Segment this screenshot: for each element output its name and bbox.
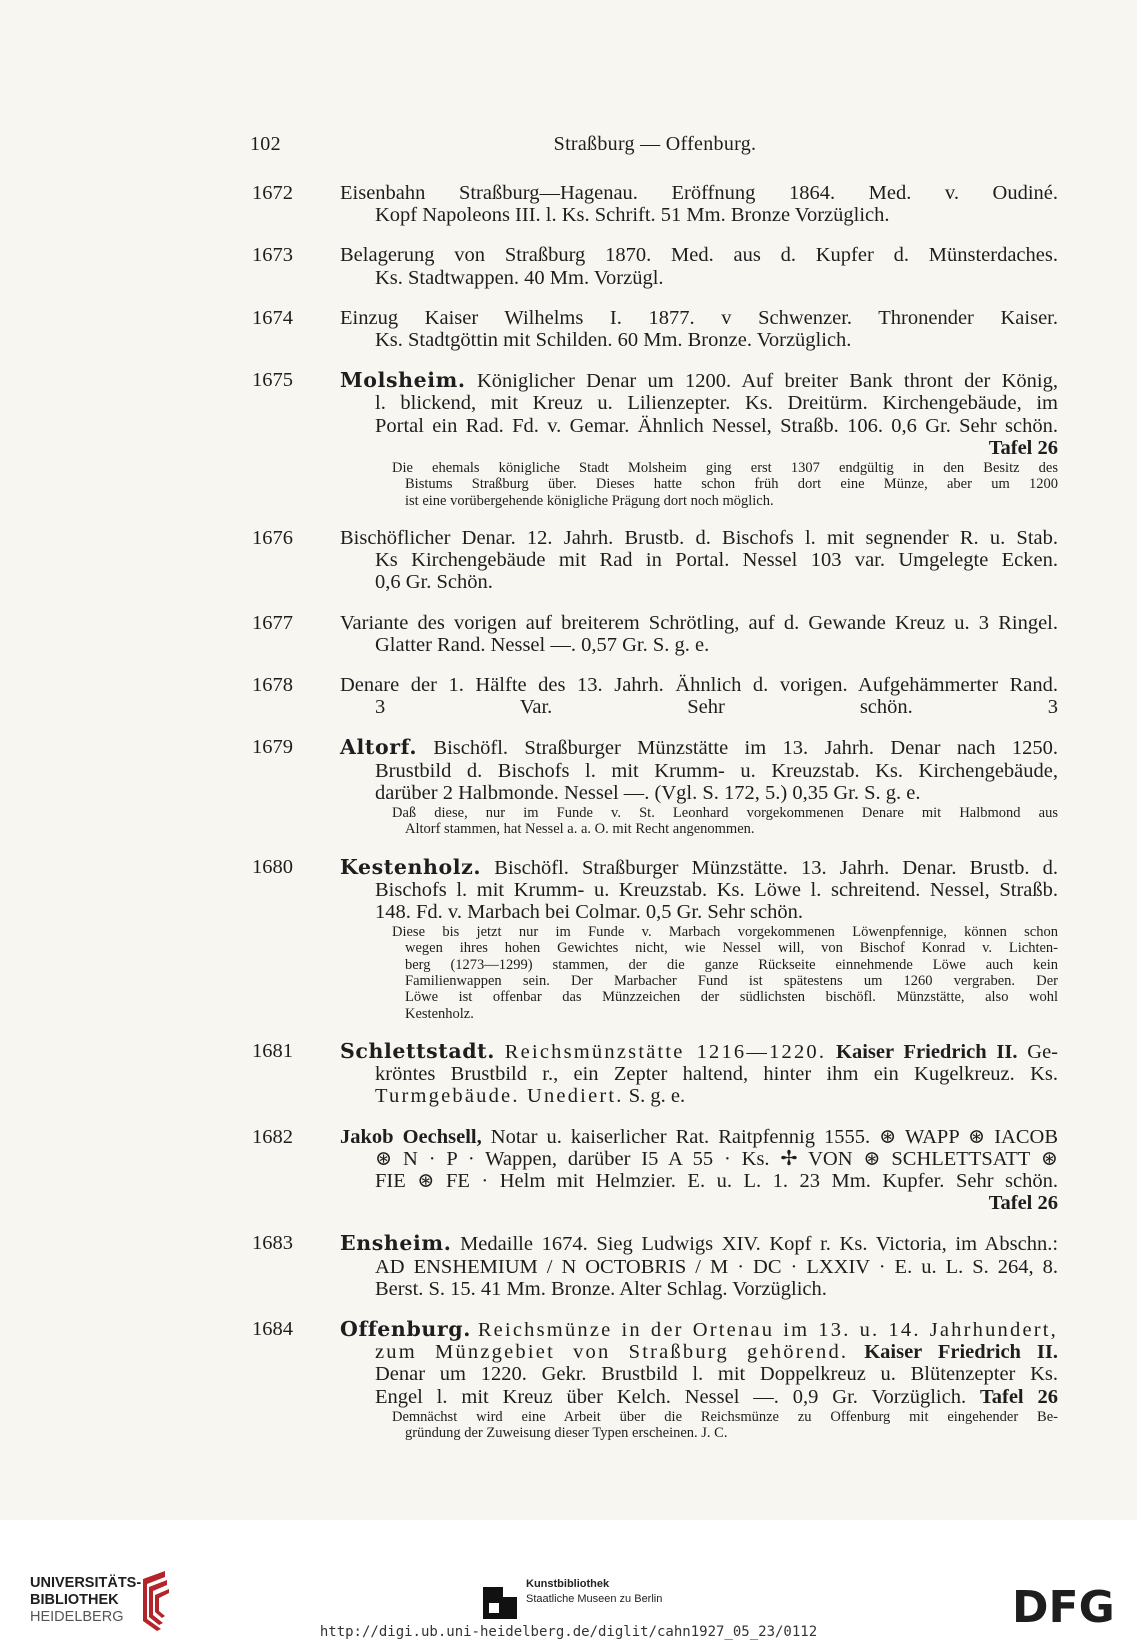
footnote-line: berg (1273—1299) stammen, der die ganze Rückseite einnehmende Löwe auch kein [405, 956, 1058, 973]
entry-line [340, 696, 1058, 718]
entry-line: kröntes Brustbild r., ein Zepter haltend, hinter ihm ein Kugelkreuz. Ks. [375, 1063, 1058, 1086]
entry-text: Königlicher Denar um 1200. Auf breiter Bank thront der König, [476, 370, 1058, 393]
entry-line: Brustbild d. Bischofs l. mit Krumm- u. Kreuzstab. Ks. Kirchengebäude, [375, 759, 1058, 782]
entry-text: Bischöfl. Straßburger Münzstätte. 13. Jahrh. Denar. Brustb. d. [494, 856, 1058, 879]
entry-line: Portal ein Rad. Fd. v. Gemar. Ähnlich Nessel, Straßb. 106. 0,6 Gr. Sehr schön. [375, 414, 1058, 437]
entry-line: Eisenbahn Straßburg—Hagenau. Eröffnung 1864. Med. v. Oudiné. [340, 182, 1058, 204]
footnote-line: Löwe ist offenbar das Münzzeichen der südlichsten bischöfl. Münzstätte, also wohl [405, 989, 1058, 1006]
entry-number: 1682 [252, 1125, 293, 1148]
catalog-entry [252, 369, 1058, 509]
entry-line: FIE ⊛ FE · Helm mit Helmzier. E. u. L. 1. 23 Mm. Kupfer. Sehr schön. [375, 1169, 1058, 1192]
piece-count: 3 [1047, 696, 1058, 719]
footnote [340, 924, 1058, 1022]
catalog-entry [252, 856, 1058, 1022]
library-name-line: UNIVERSITÄTS- [30, 1575, 142, 1591]
footnote-line: wegen ihres hohen Gewichtes nicht, wie Nessel will, von Bischof Konrad v. Lichten- [405, 940, 1058, 957]
footnote [340, 805, 1058, 838]
catalog-entry [252, 307, 1058, 351]
entry-number: 1683 [252, 1232, 293, 1255]
place-name: Offenburg. [340, 1316, 471, 1341]
entry-line: Belagerung von Straßburg 1870. Med. aus d. Kupfer d. Münsterdaches. [340, 244, 1058, 267]
kb-subtitle: Staatliche Museen zu Berlin [526, 1593, 663, 1605]
entry-number: 1677 [252, 611, 293, 634]
catalog-entry [252, 1126, 1058, 1215]
digitization-footer [0, 1520, 1137, 1648]
entry-text: Ge- [1027, 1040, 1059, 1063]
footnote-line: Bistums Straßburg über. Dieses hatte schon früh dort eine Münze, aber um 1200 [405, 476, 1058, 493]
entry-line: 148. Fd. v. Marbach bei Colmar. 0,5 Gr. Sehr schön. [375, 900, 803, 923]
plate-reference: Tafel 26 [988, 436, 1058, 459]
catalog-entry [252, 527, 1058, 594]
catalog-entry [252, 674, 1058, 718]
place-name: Schlettstadt. [340, 1038, 495, 1063]
footnote-line: Demnächst wird eine Arbeit über die Reichsmünze zu Offenburg mit eingehender Be- [392, 1408, 1058, 1425]
entry-line: Glatter Rand. Nessel —. 0,57 Gr. S. g. e. [375, 633, 710, 656]
entry-line [340, 1085, 1058, 1107]
entry-text: S. g. e. [628, 1085, 686, 1108]
entry-line [340, 1341, 1058, 1363]
entry-line: Denar um 1220. Gekr. Brustbild l. mit Doppelkreuz u. Blütenzepter Ks. [375, 1363, 1058, 1386]
entry-line: Bischofs l. mit Krumm- u. Kreuzstab. Ks. Löwe l. schreitend. Nessel, Straßb. [375, 878, 1058, 901]
catalog-entry [252, 182, 1058, 226]
entry-text: Reichsmünze in der Ortenau im 13. u. 14. Jahrhundert, [477, 1318, 1058, 1341]
catalog-entry [252, 1318, 1058, 1441]
plate-reference: Tafel 26 [979, 1385, 1058, 1408]
entry-text: Notar u. kaiserlicher Rat. Raitpfennig 1555. ⊛ WAPP ⊛ IACOB [490, 1125, 1058, 1148]
entry-line: Variante des vorigen auf breiterem Schrötling, auf d. Gewande Kreuz u. 3 Ringel. [340, 611, 1058, 634]
catalog-entry [252, 244, 1058, 288]
entry-line: Berst. S. 15. 41 Mm. Bronze. Alter Schlag. Vorzüglich. [375, 1277, 827, 1300]
entry-number: 1672 [252, 182, 293, 204]
entry-line: Ks Kirchengebäude mit Rad in Portal. Nessel 103 var. Umgelegte Ecken. [375, 549, 1058, 572]
catalog-entries [252, 182, 1058, 1441]
entry-number: 1681 [252, 1039, 293, 1062]
entry-line: Ks. Stadtwappen. 40 Mm. Vorzügl. [375, 266, 664, 289]
footnote [340, 460, 1058, 509]
entry-number: 1678 [252, 673, 293, 696]
entry-line: Denare der 1. Hälfte des 13. Jahrh. Ähnlich d. vorigen. Aufgehämmerter Rand. [340, 673, 1058, 696]
footnote [340, 1409, 1058, 1442]
entry-number: 1684 [252, 1317, 293, 1340]
entry-line: l. blickend, mit Kreuz u. Lilienzepter. Ks. Dreitürm. Kirchengebäude, im [375, 392, 1058, 415]
ruler-name: Kaiser Friedrich II. [864, 1341, 1058, 1364]
entry-number: 1680 [252, 855, 293, 878]
catalog-entry [252, 1040, 1058, 1108]
kunstbibliothek-logo[interactable] [481, 1577, 681, 1627]
entry-text: Bischöfl. Straßburger Münzstätte im 13. Jahrh. Denar nach 1250. [433, 737, 1058, 760]
entry-text: Engel l. mit Kreuz über Kelch. Nessel —. 0,9 Gr. Vorzüglich. [375, 1385, 967, 1408]
entry-number: 1679 [252, 736, 293, 759]
entry-text: Turmgebäude. Unediert. [375, 1085, 624, 1108]
place-name: Altorf. [340, 735, 418, 760]
place-name: Kestenholz. [340, 854, 482, 879]
entry-line [340, 369, 1058, 392]
entry-line [340, 1318, 1058, 1341]
permalink-url[interactable]: http://digi.ub.uni-heidelberg.de/diglit/cahn1927_05_23/0112 [319, 1624, 818, 1640]
ruler-name: Kaiser Friedrich II. [836, 1040, 1018, 1063]
entry-line: Kopf Napoleons III. l. Ks. Schrift. 51 Mm. Bronze Vorzüglich. [375, 204, 890, 227]
entry-line: Bischöflicher Denar. 12. Jahrh. Brustb. d. Bischofs l. mit segnender R. u. Stab. [340, 526, 1058, 549]
place-name: Ensheim. [340, 1231, 452, 1256]
footnote-line: Altorf stammen, hat Nessel a. a. O. mit Recht angenommen. [405, 821, 755, 838]
museum-emblem-icon [481, 1583, 519, 1621]
kunstbibliothek-text [526, 1577, 662, 1607]
entry-text: zum Münzgebiet von Straßburg gehörend. [375, 1341, 849, 1364]
kb-name: Kunstbibliothek [526, 1578, 610, 1590]
entry-line: 0,6 Gr. Schön. [375, 571, 493, 594]
entry-line: Ks. Stadtgöttin mit Schilden. 60 Mm. Bronze. Vorzüglich. [375, 329, 852, 352]
page-number: 102 [250, 133, 281, 155]
entry-line: ⊛ N · P · Wappen, darüber I5 A 55 · Ks. ✢ VON ⊛ SCHLETTSATT ⊛ [375, 1147, 1058, 1170]
library-name-line: BIBLIOTHEK [30, 1592, 119, 1608]
place-name: Molsheim. [340, 368, 466, 393]
entry-number: 1676 [252, 526, 293, 549]
entry-text: Reichsmünzstätte 1216—1220. [504, 1040, 827, 1063]
entry-text: Medaille 1674. Sieg Ludwigs XIV. Kopf r. Ks. Victoria, im Abschn.: [460, 1233, 1059, 1256]
entry-line [340, 1232, 1058, 1255]
footnote-line: gründung der Zuweisung dieser Typen erscheinen. J. C. [405, 1425, 728, 1442]
entry-number: 1675 [252, 369, 293, 392]
person-name: Jakob Oechsell, [340, 1125, 482, 1148]
catalog-entry [252, 612, 1058, 656]
entry-line [340, 1386, 1058, 1408]
entry-number: 1674 [252, 306, 293, 329]
library-name-line: HEIDELBERG [30, 1609, 124, 1625]
catalog-entry [252, 736, 1058, 837]
footnote-line: Kestenholz. [405, 1005, 474, 1022]
page-header [250, 133, 1060, 163]
entry-line [340, 736, 1058, 759]
footnote-line: Familienwappen sein. Der Marbacher Fund ist spätestens um 1260 vergraben. Der [405, 973, 1058, 990]
entry-line [340, 1126, 1058, 1148]
entry-number: 1673 [252, 244, 293, 267]
dfg-logo[interactable]: DFG [1012, 1582, 1115, 1633]
catalog-entry [252, 1232, 1058, 1300]
plate-reference: Tafel 26 [988, 1192, 1058, 1215]
entry-line: darüber 2 Halbmonde. Nessel —. (Vgl. S. 172, 5.) 0,35 Gr. S. g. e. [375, 781, 921, 804]
running-title: Straßburg — Offenburg. [553, 133, 757, 155]
entry-line [340, 856, 1058, 879]
entry-line [340, 1040, 1058, 1063]
library-emblem-icon [115, 1571, 177, 1631]
footnote-line: ist eine vorübergehende königliche Prägung dort noch möglich. [405, 492, 774, 509]
entry-line: AD ENSHEMIUM / N OCTOBRIS / M · DC · LXXIV · E. u. L. S. 264, 8. [375, 1255, 1058, 1278]
entry-line: Einzug Kaiser Wilhelms I. 1877. v Schwenzer. Thronender Kaiser. [340, 306, 1058, 329]
entry-text: 3 Var. Sehr schön. [375, 696, 913, 719]
footnote-line: Diese bis jetzt nur im Funde v. Marbach vorgekommenen Löwenpfennige, können schon [392, 924, 1058, 941]
footnote-line: Die ehemals königliche Stadt Molsheim ging erst 1307 endgültig in den Besitz des [392, 460, 1058, 477]
footnote-line: Daß diese, nur im Funde v. St. Leonhard vorgekommenen Denare mit Halbmond aus [392, 804, 1058, 821]
